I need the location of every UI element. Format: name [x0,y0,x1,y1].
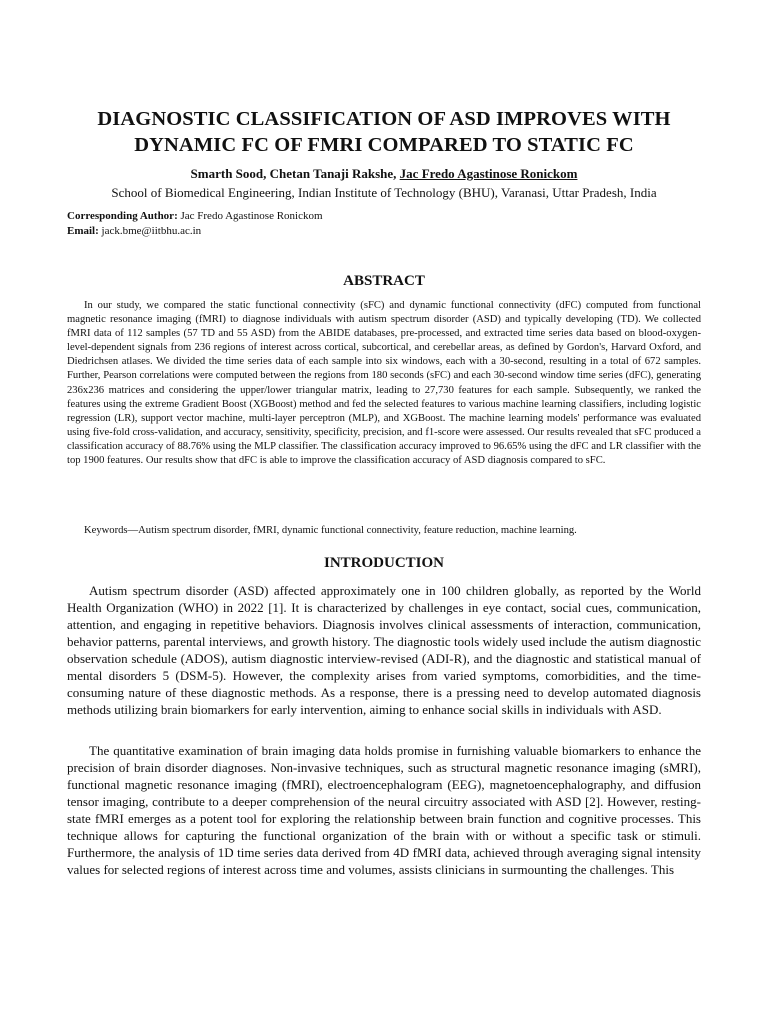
corresponding-author-name: Jac Fredo Agastinose Ronickom [399,166,578,181]
introduction-heading: INTRODUCTION [323,555,444,571]
abstract-text: In our study, we compared the static functional connectivity (sFC) and dynamic functional connectivity (dFC) computed from functional magnetic resonance imaging (fMRI) to diagnose individuals with autism spectrum disorder (ASD) and typically developing (TD). We collected fMRI data of 112 samples (57 TD and 55 ASD) from the ABIDE databases, pre-processed, and extracted time series data based on blood-oxygen-level-dependent signals from 236 regions of interest across cortical, subcortical, and cerebellar areas, as defined by Gordon's, Harvard Oxford, and Diedrichsen atlases. We divided the time series data of each sample into six windows, each with a 30-second, resulting in a total of 672 samples. Further, Pearson correlations were computed between the regions from 180 seconds (sFC) and each 30-second window time series (dFC), generating 236x236 matrices and considering the upper/lower triangular matrix, leading to 27,730 features for each sample. Subsequently, we ranked the features using the extreme Gradient Boost (XGBoost) method and fed the selected features to various machine learning classifiers, including logistic regression (LR), support vector machine, multi-layer perceptron (MLP), and XGBoost. The machine learning models' performance was evaluated using five-fold cross-validation, and accuracy, sensitivity, specificity, precision, and f1-score were assessed. Our results revealed that sFC produced a classification accuracy of 88.76% using the MLP classifier. The classification accuracy improved to 96.65% using the dFC and LR classifier with the top 1900 features. Our results show that dFC is able to improve the classification accuracy of ASD diagnosis compared to sFC. [67,300,701,467]
author-list [0,165,768,183]
abstract-heading: ABSTRACT [343,273,425,289]
corresponding-author-line [67,209,323,224]
intro-paragraph-2: The quantitative examination of brain imaging data holds promise in furnishing valuable biomarkers to enhance the precision of brain disorder diagnoses. Non-invasive techniques, such as structural magnetic resonance imaging (sMRI), functional magnetic resonance imaging (fMRI), electroencephalogram (EEG), magnetoencephalography, and diffusion tensor imaging, contribute to a deeper comprehension of the neural circuitry associated with ASD [2]. However, resting-state fMRI emerges as a potent tool for exploring the relationship between brain function and cognitive processes. This technique allows for capturing the functional organization of the brain with or without a specific task or stimuli. Furthermore, the analysis of 1D time series data derived from 4D fMRI data, achieved through averaging signal intensity values for selected regions of interest across time and volumes, assists clinicians in surmounting the challenges. This [67,743,701,878]
email-line [67,224,323,239]
paper-title [40,106,728,158]
keywords: Keywords—Autism spectrum disorder, fMRI, dynamic functional connectivity, feature reduction, machine learning. [84,525,577,536]
email-address: jack.bme@iitbhu.ac.in [98,225,202,237]
authors-plain: Smarth Sood, Chetan Tanaji Rakshe, [190,166,400,181]
corresponding-label: Corresponding Author: [67,210,178,222]
email-label: Email: [67,225,99,237]
affiliation: School of Biomedical Engineering, Indian Institute of Technology (BHU), Varanasi, Uttar Pradesh, India [111,185,657,200]
correspondence-block [67,209,323,239]
title-line-1: DIAGNOSTIC CLASSIFICATION OF ASD IMPROVES WITH [97,108,671,130]
intro-paragraph-1: Autism spectrum disorder (ASD) affected approximately one in 100 children globally, as reported by the World Health Organization (WHO) in 2022 [1]. It is characterized by challenges in eye contact, social cues, communication, attention, and engaging in repetitive behaviors. Diagnosis involves clinical assessments of interaction, communication, behavior patterns, parental interviews, and growth history. The diagnostic tools widely used include the autism diagnostic observation schedule (ADOS), autism diagnostic interview-revised (ADI-R), and the diagnostic and statistical manual of mental disorders 5 (DSM-5). However, the complexity arises from varied symptoms, comorbidities, and the time-consuming nature of these diagnostic methods. As a response, there is a pressing need to develop automated diagnosis methods utilizing brain biomarkers for early intervention, aiming to enhance social skills in individuals with ASD. [67,583,701,718]
corresponding-name: Jac Fredo Agastinose Ronickom [177,210,323,222]
title-line-2: DYNAMIC FC OF FMRI COMPARED TO STATIC FC [134,134,634,156]
